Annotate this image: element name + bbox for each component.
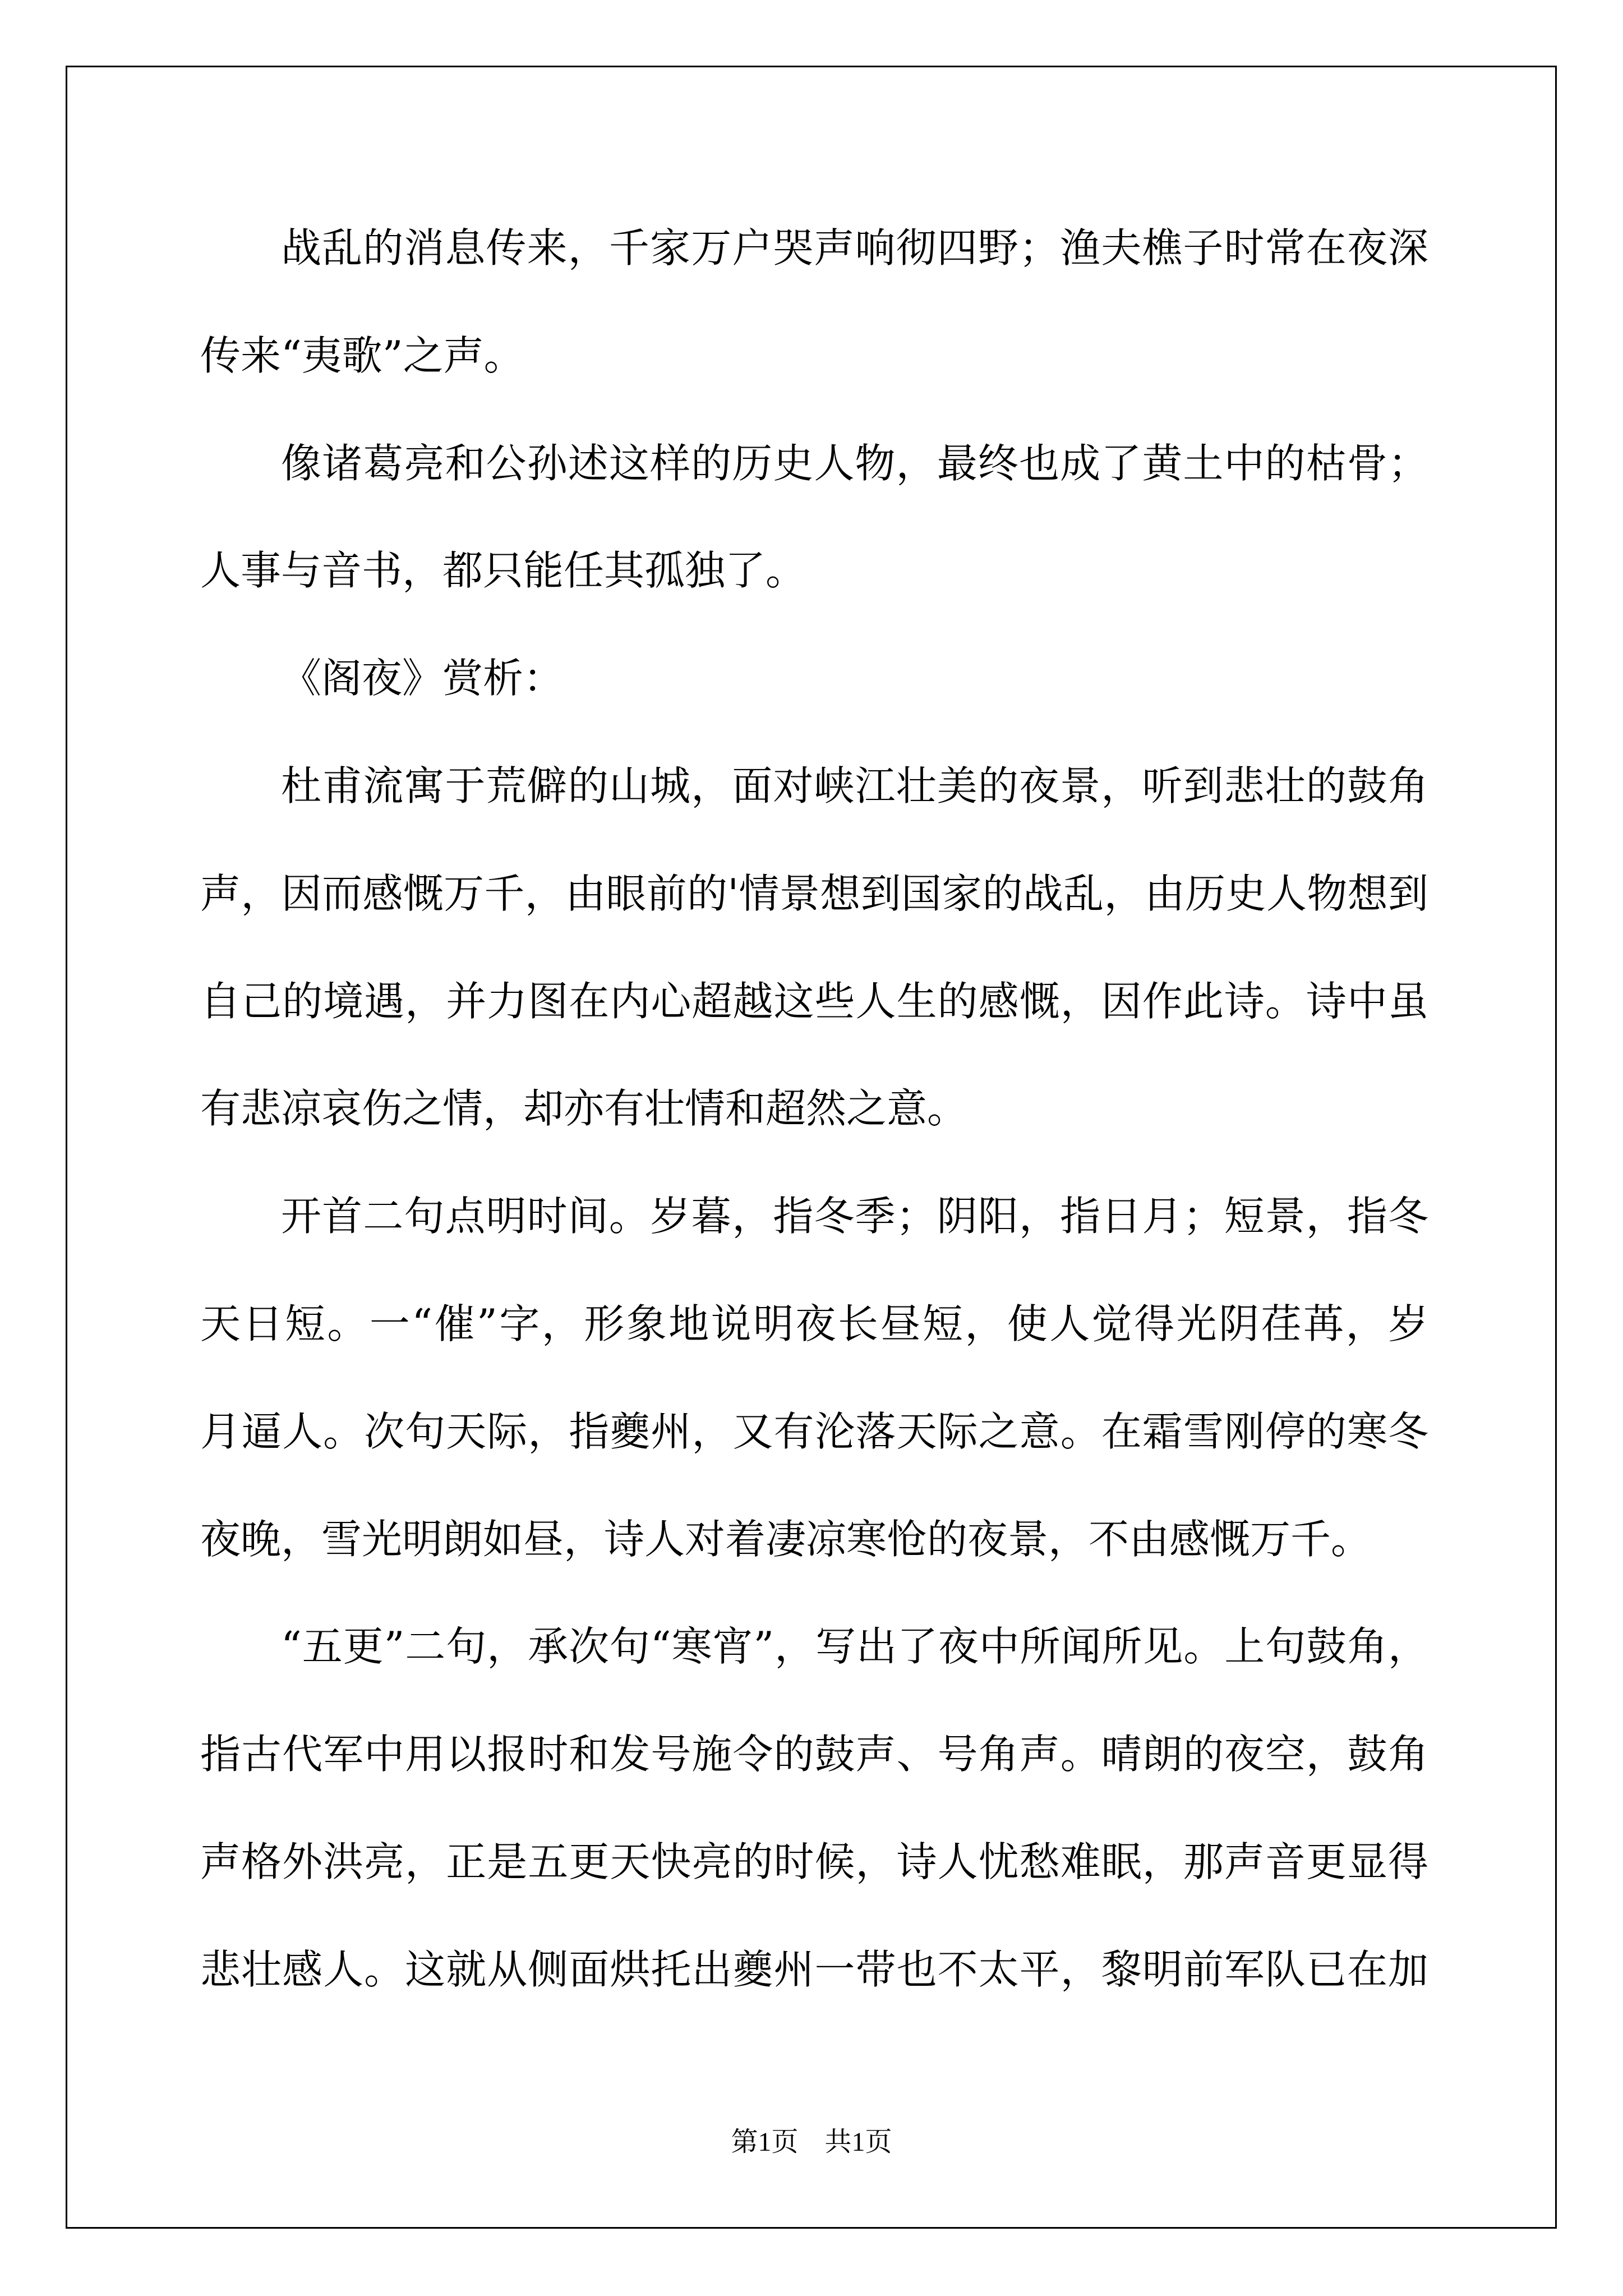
paragraph (200, 1593, 1428, 2023)
text-line: 有悲凉哀伤之情，却亦有壮情和超然之意。 (200, 1085, 968, 1133)
text-line: “五更”二句，承次句“寒宵”，写出了夜中所闻所见。上句鼓角， (281, 1623, 1428, 1671)
text-line: 人事与音书，都只能任其孤独了。 (200, 547, 806, 595)
text-line: 传来“夷歌”之声。 (200, 332, 524, 379)
text-line: 指古代军中用以报时和发号施令的鼓声、号角声。晴朗的夜空，鼓角 (200, 1731, 1428, 1778)
text-line: 夜晚，雪光明朗如昼，诗人对着凄凉寒怆的夜景，不由感慨万千。 (200, 1515, 1372, 1563)
text-line: 自己的境遇，并力图在内心超越这些人生的感慨，因作此诗。诗中虽 (200, 977, 1428, 1025)
text-line: 像诸葛亮和公孙述这样的历史人物，最终也成了黄土中的枯骨； (281, 439, 1428, 487)
text-line: 月逼人。次句天际，指夔州，又有沦落天际之意。在霜雪刚停的寒冬 (200, 1407, 1428, 1455)
paragraph (200, 195, 1428, 410)
text-line: 《阁夜》赏析： (281, 655, 564, 702)
text-line: 悲壮感人。这就从侧面烘托出夔州一带也不太平，黎明前军队已在加 (200, 1945, 1428, 1993)
document-body (200, 195, 1428, 2024)
text-line: 战乱的消息传来，千家万户哭声响彻四野；渔夫樵子时常在夜深 (281, 224, 1428, 272)
page-number-footer: 第1页 共1页 (731, 2127, 892, 2157)
text-line: 天日短。一“催”字，形象地说明夜长昼短，使人觉得光阴荏苒，岁 (200, 1300, 1428, 1347)
text-line: 杜甫流寓于荒僻的山城，面对峡江壮美的夜景，听到悲壮的鼓角 (281, 762, 1428, 809)
text-line: 声格外洪亮，正是五更天快亮的时候，诗人忧愁难眠，那声音更显得 (200, 1838, 1428, 1885)
paragraph (200, 733, 1428, 1163)
text-line: 声，因而感慨万千，由眼前的'情景想到国家的战乱，由历史人物想到 (200, 869, 1428, 917)
paragraph (200, 1163, 1428, 1593)
section-heading (200, 625, 1428, 733)
paragraph (200, 410, 1428, 625)
text-line: 开首二句点明时间。岁暮，指冬季；阴阳，指日月；短景，指冬 (281, 1193, 1428, 1240)
